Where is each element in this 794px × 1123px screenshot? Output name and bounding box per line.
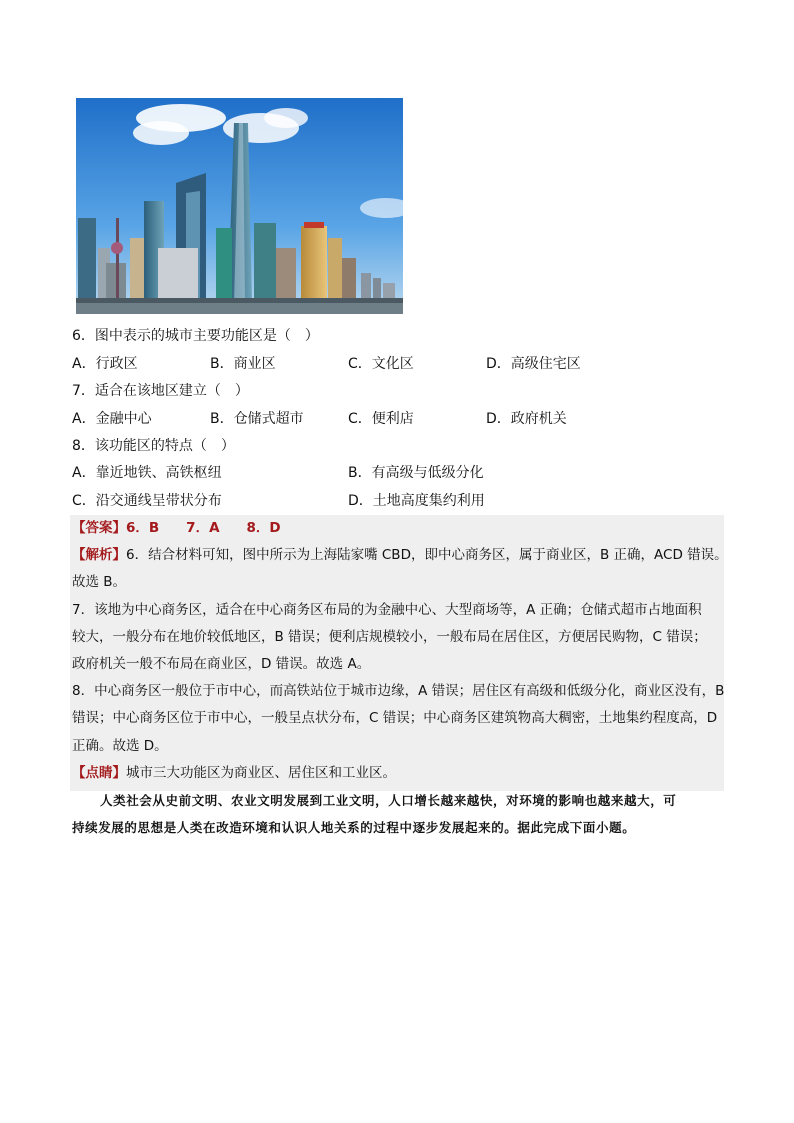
tip-tag: 【点睛】 <box>72 765 126 781</box>
skyline-illustration <box>76 98 403 314</box>
q8-option-a: A．靠近地铁、高铁枢纽 <box>72 465 222 481</box>
question-6-stem: 6．图中表示的城市主要功能区是（ ） <box>72 328 319 344</box>
q8-option-c: C．沿交通线呈带状分布 <box>72 493 222 509</box>
analysis-7-line-1: 7．该地为中心商务区，适合在中心商务区布局的为金融中心、大型商场等，A 正确；仓储式超市占地面积 <box>72 602 702 618</box>
answer-values: 6．B 7．A 8．D <box>126 520 281 536</box>
q6-option-a: A．行政区 <box>72 356 138 372</box>
analysis-8-line-2: 错误；中心商务区位于市中心，一般呈点状分布，C 错误；中心商务区建筑物高大稠密，土地集约程度高，D <box>72 710 718 726</box>
q8-option-d: D．土地高度集约利用 <box>348 493 485 509</box>
answer-line <box>72 518 281 538</box>
analysis-8-line-3: 正确。故选 D。 <box>72 738 168 754</box>
analysis-6-text-1: 6．结合材料可知，图中所示为上海陆家嘴 CBD，即中心商务区，属于商业区，B 正确，ACD 错误。 <box>126 547 728 563</box>
skyline-photo <box>76 98 403 314</box>
answer-tag: 【答案】 <box>72 520 126 536</box>
q7-option-c: C．便利店 <box>348 411 414 427</box>
q7-option-d: D．政府机关 <box>486 411 567 427</box>
analysis-6-line-2: 故选 B。 <box>72 574 127 590</box>
question-8-stem: 8．该功能区的特点（ ） <box>72 438 235 454</box>
q6-option-b: B．商业区 <box>210 356 276 372</box>
q7-option-b: B．仓储式超市 <box>210 411 304 427</box>
analysis-tag: 【解析】 <box>72 547 126 563</box>
question-7-stem: 7．适合在该地区建立（ ） <box>72 383 249 399</box>
q6-option-d: D．高级住宅区 <box>486 356 581 372</box>
intro-line-1: 人类社会从史前文明、农业文明发展到工业文明，人口增长越来越快，对环境的影响也越来越大，可 <box>100 793 677 808</box>
intro-line-2: 持续发展的思想是人类在改造环境和认识人地关系的过程中逐步发展起来的。据此完成下面小题。 <box>72 820 636 835</box>
q8-option-b: B．有高级与低级分化 <box>348 465 484 481</box>
q6-option-c: C．文化区 <box>348 356 414 372</box>
tip-text: 城市三大功能区为商业区、居住区和工业区。 <box>126 765 396 781</box>
q7-option-a: A．金融中心 <box>72 411 152 427</box>
analysis-7-line-2: 较大，一般分布在地价较低地区，B 错误；便利店规模较小，一般布局在居住区，方便居民购物，C 错误； <box>72 629 707 645</box>
analysis-6-line-1 <box>72 545 728 565</box>
tip-line <box>72 763 396 783</box>
analysis-7-line-3: 政府机关一般不布局在商业区，D 错误。故选 A。 <box>72 656 371 672</box>
analysis-8-line-1: 8．中心商务区一般位于市中心，而高铁站位于城市边缘，A 错误；居住区有高级和低级分化，商业区没有，B <box>72 683 725 699</box>
